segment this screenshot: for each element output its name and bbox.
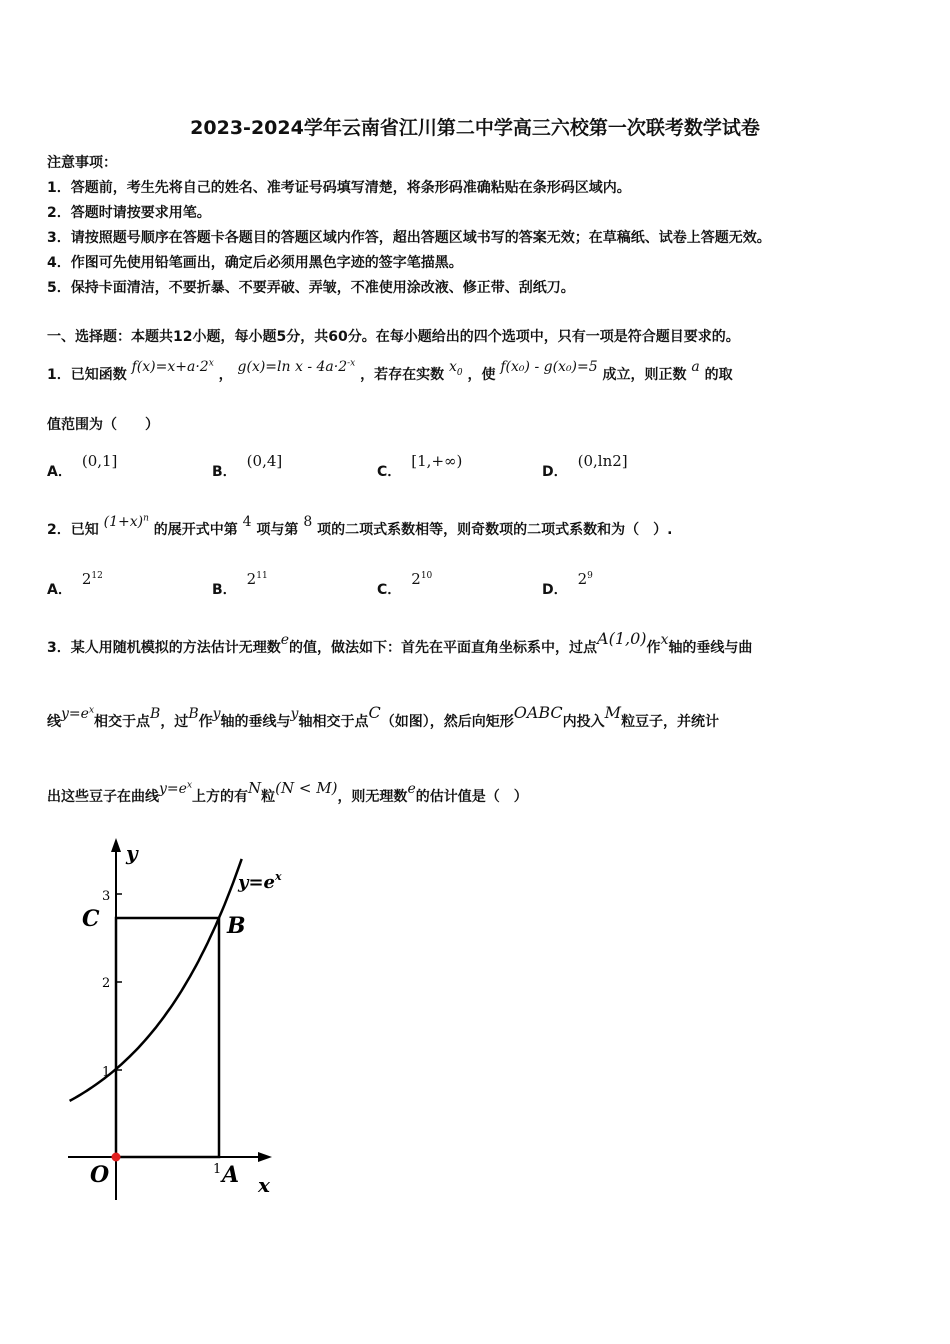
q1-option-b[interactable]: B．(0,4] (212, 452, 283, 480)
question-2-stem: 2．已知 $(1+x)^n$ 的展开式中第 4 项与第 8 项的二项式系数相等，则奇数项的二项式系数和为（ ）. (47, 513, 673, 538)
page-title: 2023-2024学年云南省江川第二中学高三六校第一次联考数学试卷 (190, 117, 760, 139)
tick-label-1: 1 (102, 1065, 111, 1080)
y-axis-arrow (111, 838, 121, 852)
notice-item: 3．请按照题号顺序在答题卡各题目的答题区域内作答，超出答题区域书写的答案无效；在草稿纸、试卷上答题无效。 (47, 230, 771, 246)
tick-label-3: 3 (102, 889, 111, 904)
question-3-line2: 线$y=e^x$相交于点B，过B作y轴的垂线与y轴相交于点C（如图），然后向矩形OABC内投入M粒豆子，并统计 (47, 703, 720, 730)
x-tick-label-1: 1 (213, 1162, 222, 1177)
question-1-line2: 值范围为（ ） (47, 417, 159, 433)
q2-option-c[interactable]: C．$2^{10}$ (377, 570, 433, 598)
q1-option-a[interactable]: A．(0,1] (47, 452, 118, 480)
x-axis-arrow (258, 1152, 272, 1162)
point-a-label: A (222, 1162, 240, 1188)
ex-curve-figure (60, 830, 300, 1210)
curve-ex (70, 859, 242, 1101)
q1-option-d[interactable]: D．(0,ln2] (542, 452, 628, 480)
section-heading: 一、选择题：本题共12小题，每小题5分，共60分。在每小题给出的四个选项中，只有一项是符合题目要求的。 (47, 329, 740, 345)
curve-label: $y=e^x$ (238, 870, 282, 893)
q2-option-b[interactable]: B．$2^{11}$ (212, 570, 268, 598)
notice-heading: 注意事项： (47, 155, 117, 171)
tick-label-2: 2 (102, 976, 111, 991)
q2-option-d[interactable]: D．$2^9$ (542, 570, 593, 598)
question-1-stem: 1．已知函数 $f(x)=x+a\cdot 2^x$ ， g(x)=ln $x - 4a\cdot 2^{-x}$ ，若存在实数 $x_0$ ，使 f(x₀) - g(x₀)=5 成立，则正数 a 的取 (47, 358, 733, 383)
q2-option-a[interactable]: A．$2^{12}$ (47, 570, 103, 598)
x-axis-label: x (258, 1173, 270, 1197)
q1-option-c[interactable]: C．[1,+∞) (377, 452, 463, 480)
notice-item: 4．作图可先使用铅笔画出，确定后必须用黑色字迹的签字笔描黑。 (47, 255, 463, 271)
y-axis-label: y (126, 841, 138, 865)
point-b-label: B (227, 913, 246, 939)
notice-item: 1．答题前，考生先将自己的姓名、准考证号码填写清楚，将条形码准确粘贴在条形码区域内。 (47, 180, 631, 196)
notice-item: 5．保持卡面清洁，不要折暴、不要弄破、弄皱，不准使用涂改液、修正带、刮纸刀。 (47, 280, 575, 296)
point-o-label: O (90, 1162, 110, 1188)
notice-item: 2．答题时请按要求用笔。 (47, 205, 211, 221)
question-3-line1: 3．某人用随机模拟的方法估计无理数e的值，做法如下：首先在平面直角坐标系中，过点A(1,0)作x轴的垂线与曲 (47, 629, 753, 656)
origin-dot (112, 1153, 121, 1162)
point-c-label: C (82, 906, 100, 932)
rectangle-oabc (116, 918, 219, 1157)
question-3-line3: 出这些豆子在曲线$y=e^x$上方的有N粒(N < M)，则无理数e的估计值是（ ） (47, 779, 528, 805)
